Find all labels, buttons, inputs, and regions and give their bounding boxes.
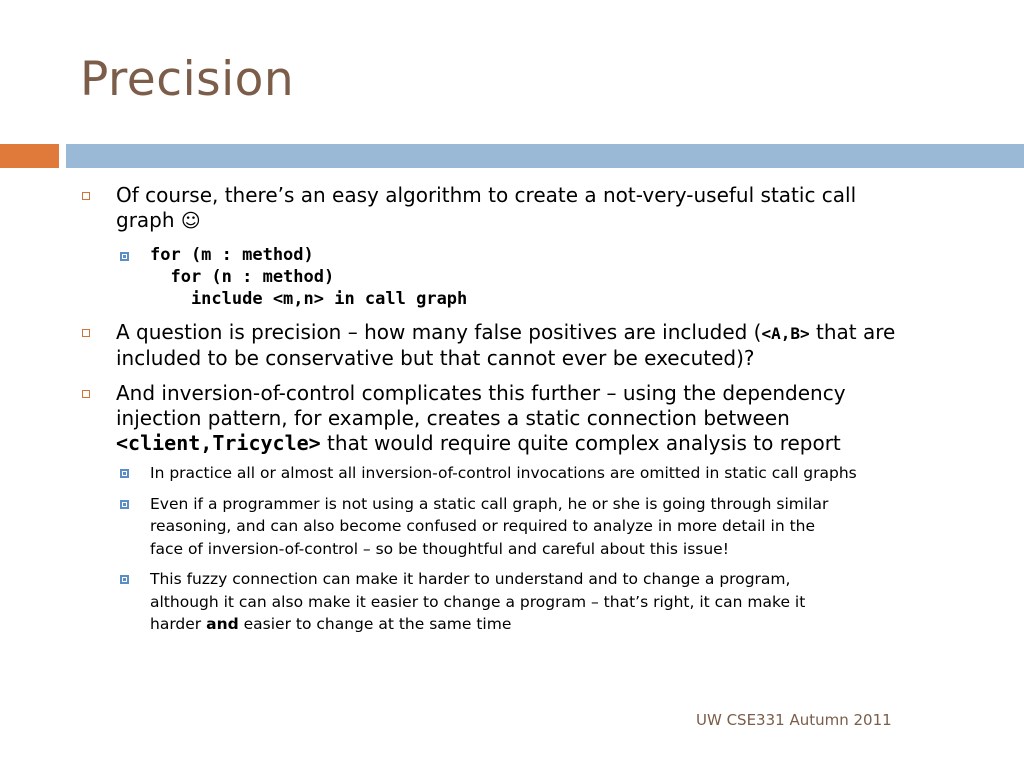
sub-bullet-text: face of inversion-of-control – so be thoughtful and careful about this issue!	[150, 539, 729, 558]
bullet-text-line: And inversion-of-control complicates this further – using the dependency	[116, 381, 846, 405]
sub-bullet-text: Even if a programmer is not using a static call graph, he or she is going through similar	[150, 494, 829, 513]
square-bullet-icon	[120, 469, 129, 478]
sub-bullet-text: In practice all or almost all inversion-of-control invocations are omitted in static call graphs	[150, 464, 857, 482]
inline-code: <client,Tricycle>	[116, 431, 321, 455]
sub-bullet-text: reasoning, and can also become confused or required to analyze in more detail in the	[150, 517, 816, 535]
sub-bullet-omitted	[116, 462, 982, 485]
code-sub-bullet	[116, 244, 982, 310]
slide-footer: UW CSE331 Autumn 2011	[696, 711, 892, 729]
bullet-easy-algorithm	[82, 183, 982, 234]
bullet-text: that are	[809, 320, 896, 344]
sub-bullet-similar-reasoning	[116, 493, 982, 561]
square-bullet-icon	[120, 252, 129, 261]
square-bullet-icon	[82, 192, 90, 200]
bullet-text: A question is precision – how many false positives are included (	[116, 320, 762, 344]
square-bullet-icon	[82, 390, 90, 398]
bullet-text-line	[116, 208, 982, 234]
bullet-text-line	[116, 320, 982, 346]
bullet-text-line	[116, 431, 982, 456]
slide-body	[82, 183, 982, 644]
accent-bar-orange	[0, 144, 59, 168]
sub-bullet-fuzzy-connection	[116, 568, 982, 636]
sub-bullet-text-part: harder	[150, 615, 207, 633]
square-bullet-icon	[120, 500, 129, 509]
inline-code: <A,B>	[761, 324, 810, 343]
accent-bar-blue	[66, 144, 1024, 168]
sub-bullet-text	[150, 613, 982, 636]
bullet-precision-question	[82, 320, 982, 371]
square-bullet-icon	[82, 329, 90, 337]
sub-bullet-text: This fuzzy connection can make it harder to understand and to change a program,	[150, 570, 791, 588]
smiley-icon: ☺	[180, 210, 201, 232]
sub-bullet-text: although it can also make it easier to change a program – that’s right, it can make it	[150, 592, 806, 611]
bullet-text-line: included to be conservative but that cannot ever be executed)?	[116, 346, 755, 370]
square-bullet-icon	[120, 575, 129, 584]
sub-bullet-text-part: easier to change at the same time	[238, 615, 512, 633]
bullet-text-line: Of course, there’s an easy algorithm to create a not-very-useful static call	[116, 183, 857, 207]
emphasis-and: and	[206, 615, 239, 633]
bullet-text-line: injection pattern, for example, creates a static connection between	[116, 406, 790, 430]
bullet-text: graph	[116, 208, 181, 232]
bullet-inversion-of-control	[82, 381, 982, 456]
slide-title: Precision	[80, 52, 295, 107]
pseudocode-block: for (m : method) for (n : method) include <m,n> in call graph	[150, 245, 468, 309]
bullet-text: that would require quite complex analysis to report	[320, 431, 841, 455]
